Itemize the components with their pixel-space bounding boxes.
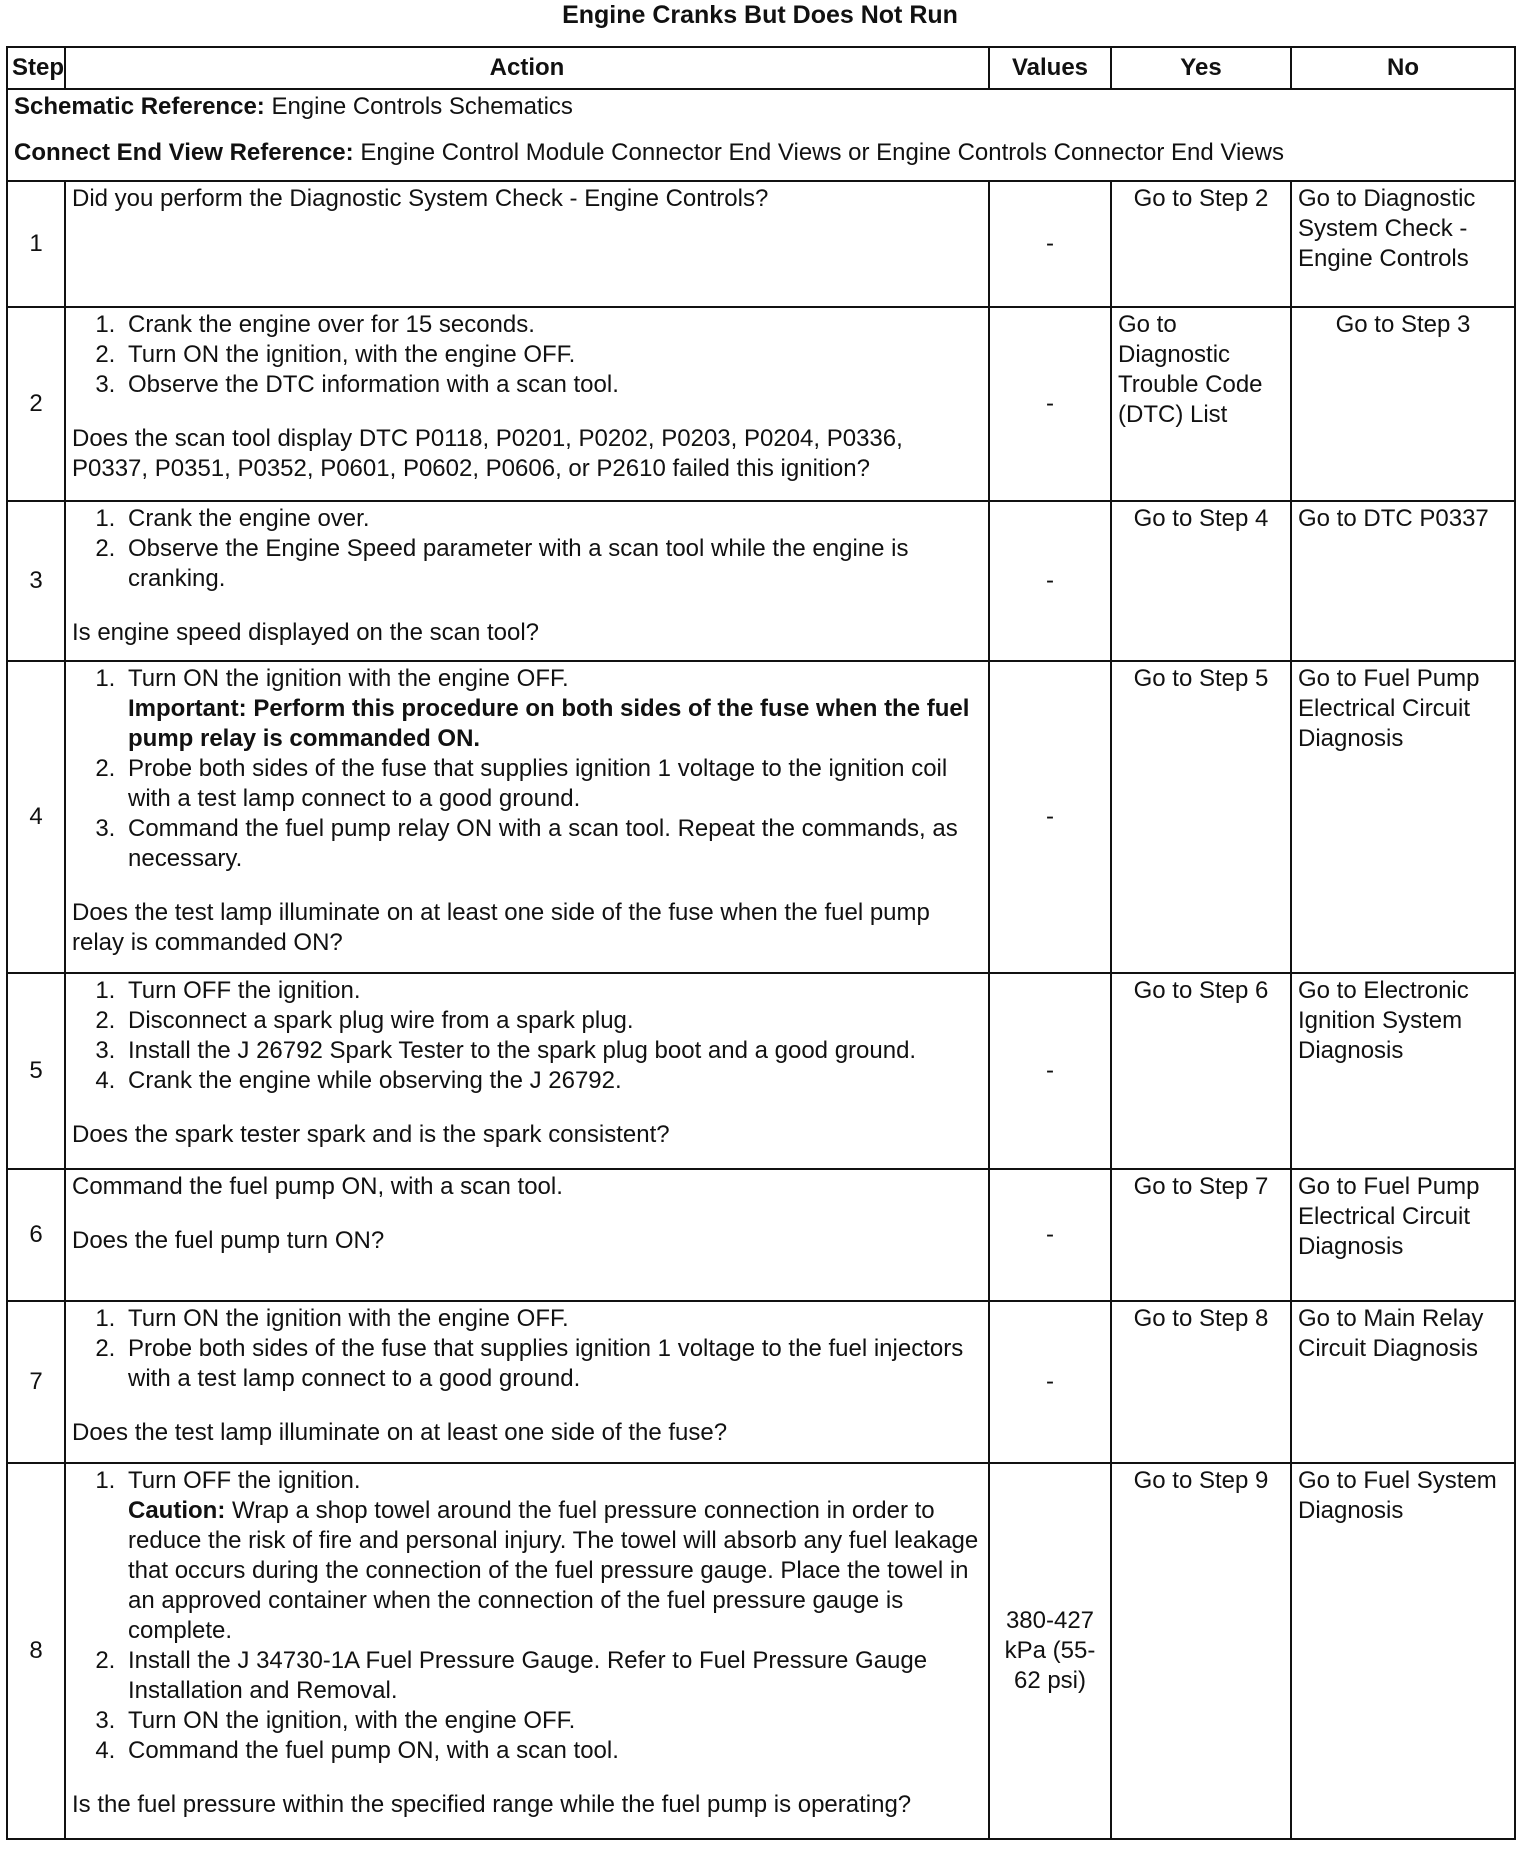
step-no-cell xyxy=(1291,1169,1515,1301)
header-yes: Yes xyxy=(1111,47,1291,89)
step-number: 6 xyxy=(7,1169,65,1301)
no-outcome: Go to Step 3 xyxy=(1335,311,1471,338)
step-yes-cell xyxy=(1111,1463,1291,1839)
step-number: 4 xyxy=(7,661,65,973)
step-action xyxy=(65,181,989,307)
instruction-item: 2. Probe both sides of the fuse that supplies ignition 1 voltage to the fuel injectors with a test lamp connect to a good ground. xyxy=(122,1334,982,1394)
diagnostic-table xyxy=(6,46,1516,1840)
step-yes-cell xyxy=(1111,1169,1291,1301)
step-no-cell xyxy=(1291,307,1515,501)
page-title: Engine Cranks But Does Not Run xyxy=(562,1,958,29)
step-values: - xyxy=(989,661,1111,973)
step-values: 380-427 kPa (55-62 psi) xyxy=(989,1463,1111,1839)
yes-outcome: Go to Step 2 xyxy=(1133,185,1269,212)
instruction-item: 3. Install the J 26792 Spark Tester to the spark plug boot and a good ground. xyxy=(122,1036,982,1066)
step-question: Does the test lamp illuminate on at least one side of the fuse when the fuel pump relay is commanded ON? xyxy=(72,899,930,956)
step-question: Is the fuel pressure within the specified range while the fuel pump is operating? xyxy=(72,1791,912,1818)
instruction-item: 4. Command the fuel pump ON, with a scan tool. xyxy=(122,1736,982,1766)
reference-row xyxy=(7,89,1515,181)
step-action xyxy=(65,307,989,501)
step-yes-cell xyxy=(1111,501,1291,661)
step-yes-cell xyxy=(1111,181,1291,307)
step-yes-cell xyxy=(1111,307,1291,501)
no-outcome: Go to Electronic Ignition System Diagnosis xyxy=(1298,977,1469,1064)
step-question: Does the scan tool display DTC P0118, P0201, P0202, P0203, P0204, P0336, P0337, P0351, P0352, P0601, P0602, P0606, or P2610 failed this ignition? xyxy=(72,425,903,482)
no-outcome: Go to Fuel Pump Electrical Circuit Diagnosis xyxy=(1298,665,1480,752)
step-row-7 xyxy=(7,1301,1515,1463)
step-instructions xyxy=(72,1304,982,1394)
step-instructions xyxy=(72,310,982,400)
instruction-item: 3. Observe the DTC information with a scan tool. xyxy=(122,370,982,400)
step-no-cell xyxy=(1291,973,1515,1169)
instruction-item: 1. Turn ON the ignition with the engine OFF. Important: Perform this procedure on both sides of the fuse when the fuel pump relay is commanded ON. xyxy=(122,664,982,754)
step-no-cell xyxy=(1291,661,1515,973)
step-action xyxy=(65,973,989,1169)
no-outcome: Go to DTC P0337 xyxy=(1298,505,1489,532)
caution-note: Caution: Wrap a shop towel around the fuel pressure connection in order to reduce the risk of fire and personal injury. The towel will absorb any fuel leakage that occurs during the connection of the fuel pressure gauge. Place the towel in an approved container when the connection of the fuel pressure gauge is complete. xyxy=(128,1497,979,1644)
instruction-item: 3. Command the fuel pump relay ON with a scan tool. Repeat the commands, as necessary. xyxy=(122,814,982,874)
step-statement: Command the fuel pump ON, with a scan tool. xyxy=(72,1173,563,1200)
step-no-cell xyxy=(1291,501,1515,661)
step-question: Does the spark tester spark and is the spark consistent? xyxy=(72,1121,670,1148)
step-row-5 xyxy=(7,973,1515,1169)
instruction-item: 1. Crank the engine over. xyxy=(122,504,982,534)
no-outcome: Go to Diagnostic System Check - Engine Controls xyxy=(1298,185,1476,272)
step-values: - xyxy=(989,973,1111,1169)
instruction-item: 1. Turn ON the ignition with the engine OFF. xyxy=(122,1304,982,1334)
step-values: - xyxy=(989,181,1111,307)
yes-outcome: Go to Step 6 xyxy=(1133,977,1269,1004)
yes-outcome: Go to Step 4 xyxy=(1133,505,1269,532)
step-yes-cell xyxy=(1111,973,1291,1169)
step-question: Is engine speed displayed on the scan tool? xyxy=(72,619,540,646)
step-instructions xyxy=(72,664,982,874)
instruction-item: 2. Disconnect a spark plug wire from a spark plug. xyxy=(122,1006,982,1036)
step-no-cell xyxy=(1291,1301,1515,1463)
step-yes-cell xyxy=(1111,661,1291,973)
no-outcome: Go to Fuel System Diagnosis xyxy=(1298,1467,1497,1524)
step-action xyxy=(65,1169,989,1301)
step-action xyxy=(65,1463,989,1839)
schematic-reference: Schematic Reference: Engine Controls Schematics xyxy=(14,93,573,120)
step-values: - xyxy=(989,1301,1111,1463)
step-row-4 xyxy=(7,661,1515,973)
connector-reference: Connect End View Reference: Engine Control Module Connector End Views or Engine Controls Connector End Views xyxy=(14,139,1284,166)
step-number: 1 xyxy=(7,181,65,307)
yes-outcome: Go to Step 5 xyxy=(1133,665,1269,692)
yes-outcome: Go to Step 8 xyxy=(1133,1305,1269,1332)
instruction-item: 2. Turn ON the ignition, with the engine OFF. xyxy=(122,340,982,370)
step-question: Does the test lamp illuminate on at least one side of the fuse? xyxy=(72,1419,728,1446)
step-yes-cell xyxy=(1111,1301,1291,1463)
instruction-item: 1. Crank the engine over for 15 seconds. xyxy=(122,310,982,340)
step-number: 5 xyxy=(7,973,65,1169)
instruction-item: 2. Install the J 34730-1A Fuel Pressure Gauge. Refer to Fuel Pressure Gauge Installation and Removal. xyxy=(122,1646,982,1706)
instruction-item: 3. Turn ON the ignition, with the engine OFF. xyxy=(122,1706,982,1736)
step-row-8 xyxy=(7,1463,1515,1839)
important-note: Important: Perform this procedure on both sides of the fuse when the fuel pump relay is commanded ON. xyxy=(128,695,970,752)
instruction-item: 1. Turn OFF the ignition. Caution: Wrap a shop towel around the fuel pressure connection in order to reduce the risk of fire and personal injury. The towel will absorb any fuel leakage that occurs during the connection of the fuel pressure gauge. Place the towel in an approved container when the connection of the fuel pressure gauge is complete. xyxy=(122,1466,982,1646)
step-question: Does the fuel pump turn ON? xyxy=(72,1227,385,1254)
step-action xyxy=(65,1301,989,1463)
step-action xyxy=(65,501,989,661)
step-row-3 xyxy=(7,501,1515,661)
no-outcome: Go to Main Relay Circuit Diagnosis xyxy=(1298,1305,1484,1362)
step-action xyxy=(65,661,989,973)
step-number: 3 xyxy=(7,501,65,661)
yes-outcome: Go to Step 9 xyxy=(1133,1467,1269,1494)
yes-outcome: Go to Diagnostic Trouble Code (DTC) List xyxy=(1118,311,1263,428)
step-instructions xyxy=(72,1466,982,1766)
step-instructions xyxy=(72,976,982,1096)
step-row-2 xyxy=(7,307,1515,501)
step-number: 2 xyxy=(7,307,65,501)
header-no: No xyxy=(1291,47,1515,89)
yes-outcome: Go to Step 7 xyxy=(1133,1173,1269,1200)
step-values: - xyxy=(989,1169,1111,1301)
header-step: Step xyxy=(7,47,65,89)
step-no-cell xyxy=(1291,1463,1515,1839)
instruction-item: 1. Turn OFF the ignition. xyxy=(122,976,982,1006)
step-values: - xyxy=(989,307,1111,501)
step-row-1 xyxy=(7,181,1515,307)
header-action: Action xyxy=(65,47,989,89)
step-no-cell xyxy=(1291,181,1515,307)
instruction-item: 2. Observe the Engine Speed parameter with a scan tool while the engine is cranking. xyxy=(122,534,982,594)
step-question: Did you perform the Diagnostic System Check - Engine Controls? xyxy=(72,185,769,212)
step-number: 8 xyxy=(7,1463,65,1839)
header-row xyxy=(7,47,1515,89)
step-values: - xyxy=(989,501,1111,661)
instruction-item: 2. Probe both sides of the fuse that supplies ignition 1 voltage to the ignition coil with a test lamp connect to a good ground. xyxy=(122,754,982,814)
header-values: Values xyxy=(989,47,1111,89)
step-row-6 xyxy=(7,1169,1515,1301)
instruction-item: 4. Crank the engine while observing the J 26792. xyxy=(122,1066,982,1096)
no-outcome: Go to Fuel Pump Electrical Circuit Diagnosis xyxy=(1298,1173,1480,1260)
step-number: 7 xyxy=(7,1301,65,1463)
step-instructions xyxy=(72,504,982,594)
